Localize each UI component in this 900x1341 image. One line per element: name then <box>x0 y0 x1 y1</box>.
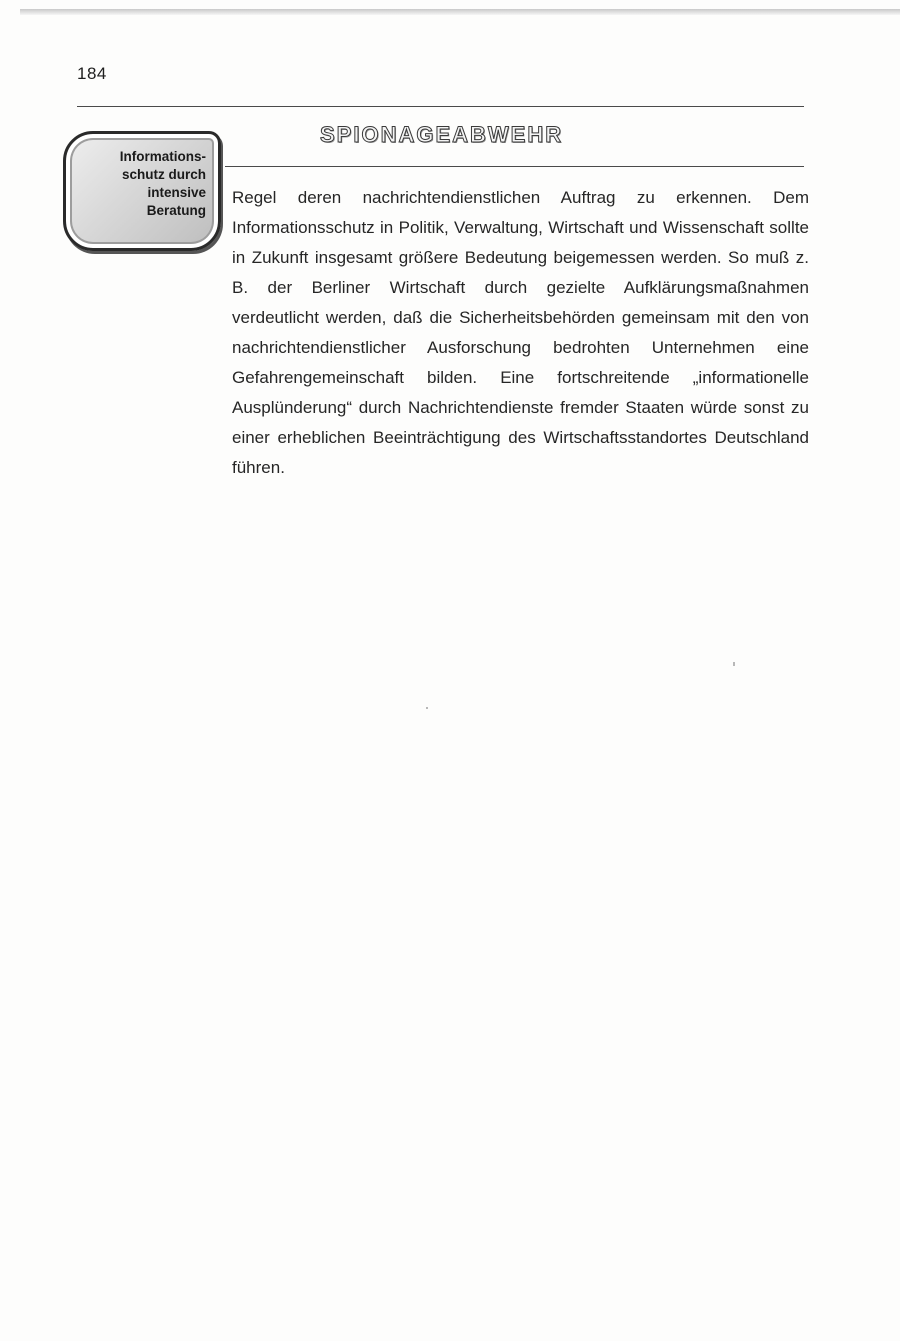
header-rule <box>77 106 804 107</box>
scan-speck <box>426 707 428 709</box>
margin-note-label: Informations- schutz durch intensive Beratung <box>119 149 206 218</box>
section-title: SPIONAGEABWEHR <box>320 122 564 147</box>
body-paragraph: Regel deren nachrichtendienstlichen Auftrag zu erkennen. Dem Informationsschutz in Politik, Verwaltung, Wirtschaft und Wissenschaft sollte in Zukunft insgesamt größere Bedeutung beigemessen werden. So muß z. B. der Berliner Wirtschaft durch gezielte Aufklärungsmaßnahmen verdeutlicht werden, daß die Sicherheitsbehörden gemeinsam mit den von nachrichtendienstlicher Ausforschung bedrohten Unternehmen eine Gefahrengemeinschaft bilden. Eine fortschreitende „informationelle Ausplünderung“ durch Nachrichtendienste fremder Staaten würde sonst zu einer erheblichen Beeinträchtigung des Wirtschaftsstandortes Deutschland führen. <box>232 188 809 477</box>
scan-speck <box>733 662 735 666</box>
page-number: 184 <box>77 64 107 83</box>
scan-edge-shadow <box>20 9 900 15</box>
title-rule <box>225 166 804 167</box>
margin-note-box <box>63 131 221 251</box>
